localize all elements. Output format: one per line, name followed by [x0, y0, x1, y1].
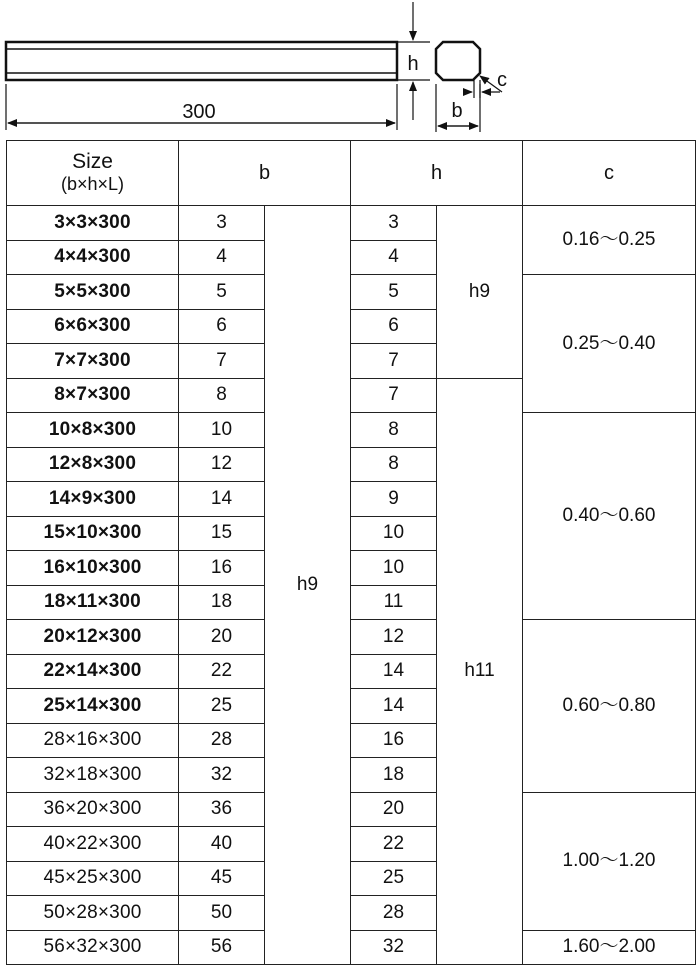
- h-value-cell: 32: [351, 930, 437, 965]
- header-c: c: [523, 141, 696, 206]
- b-value-cell: 36: [179, 792, 265, 827]
- size-cell: 45×25×300: [7, 861, 179, 896]
- b-value-cell: 8: [179, 378, 265, 413]
- size-cell: 28×16×300: [7, 723, 179, 758]
- h-value-cell: 25: [351, 861, 437, 896]
- bar-side-view: [6, 42, 397, 80]
- h-value-cell: 10: [351, 551, 437, 586]
- b-value-cell: 56: [179, 930, 265, 965]
- b-value-cell: 4: [179, 240, 265, 275]
- b-value-cell: 16: [179, 551, 265, 586]
- size-cell: 5×5×300: [7, 275, 179, 310]
- b-value-cell: 28: [179, 723, 265, 758]
- size-spec-table: [6, 140, 696, 965]
- size-cell: 6×6×300: [7, 309, 179, 344]
- size-cell: 56×32×300: [7, 930, 179, 965]
- size-cell: 15×10×300: [7, 516, 179, 551]
- h-value-cell: 6: [351, 309, 437, 344]
- b-dimension-label: b: [451, 100, 463, 122]
- c-range-cell: 0.40～0.60: [523, 413, 696, 620]
- h-value-cell: 22: [351, 827, 437, 862]
- size-cell: 25×14×300: [7, 689, 179, 724]
- h-value-cell: 12: [351, 620, 437, 655]
- h-value-cell: 14: [351, 654, 437, 689]
- h-value-cell: 8: [351, 413, 437, 448]
- size-cell: 10×8×300: [7, 413, 179, 448]
- h-value-cell: 7: [351, 344, 437, 379]
- b-value-cell: 5: [179, 275, 265, 310]
- size-cell: 36×20×300: [7, 792, 179, 827]
- size-cell: 40×22×300: [7, 827, 179, 862]
- size-cell: 3×3×300: [7, 206, 179, 241]
- table-row: [7, 620, 696, 655]
- c-range-cell: 1.00～1.20: [523, 792, 696, 930]
- size-cell: 7×7×300: [7, 344, 179, 379]
- size-cell: 8×7×300: [7, 378, 179, 413]
- b-value-cell: 10: [179, 413, 265, 448]
- b-value-cell: 50: [179, 896, 265, 931]
- b-value-cell: 25: [179, 689, 265, 724]
- h-value-cell: 20: [351, 792, 437, 827]
- h-value-cell: 10: [351, 516, 437, 551]
- size-cell: 4×4×300: [7, 240, 179, 275]
- b-value-cell: 32: [179, 758, 265, 793]
- b-tolerance-cell: h9: [265, 206, 351, 965]
- table-row: [7, 792, 696, 827]
- h-value-cell: 4: [351, 240, 437, 275]
- b-value-cell: 12: [179, 447, 265, 482]
- h-value-cell: 14: [351, 689, 437, 724]
- b-value-cell: 6: [179, 309, 265, 344]
- table-row: [7, 413, 696, 448]
- b-value-cell: 20: [179, 620, 265, 655]
- h-value-cell: 28: [351, 896, 437, 931]
- key-stock-drawing: [0, 0, 700, 140]
- header-size: [7, 141, 179, 206]
- b-value-cell: 7: [179, 344, 265, 379]
- table-row: [7, 206, 696, 241]
- size-cell: 16×10×300: [7, 551, 179, 586]
- h-dimension-label: h: [407, 53, 419, 75]
- b-value-cell: 15: [179, 516, 265, 551]
- table-row: [7, 930, 696, 965]
- c-range-cell: 1.60～2.00: [523, 930, 696, 965]
- h-value-cell: 7: [351, 378, 437, 413]
- h-value-cell: 8: [351, 447, 437, 482]
- header-h: h: [351, 141, 523, 206]
- size-cell: 18×11×300: [7, 585, 179, 620]
- h-tolerance-cell: h11: [437, 378, 523, 965]
- length-label: 300: [182, 101, 216, 123]
- h-value-cell: 9: [351, 482, 437, 517]
- header-b: b: [179, 141, 351, 206]
- table-row: [7, 275, 696, 310]
- table-header-row: [7, 141, 696, 206]
- size-cell: 14×9×300: [7, 482, 179, 517]
- length-dimension: [8, 101, 395, 123]
- c-range-cell: 0.16～0.25: [523, 206, 696, 275]
- size-cell: 20×12×300: [7, 620, 179, 655]
- h-tolerance-cell: h9: [437, 206, 523, 379]
- size-cell: 22×14×300: [7, 654, 179, 689]
- h-value-cell: 16: [351, 723, 437, 758]
- header-size-subtitle: (b×h×L): [60, 174, 125, 194]
- c-range-cell: 0.25～0.40: [523, 275, 696, 413]
- h-value-cell: 18: [351, 758, 437, 793]
- b-value-cell: 22: [179, 654, 265, 689]
- b-value-cell: 14: [179, 482, 265, 517]
- b-value-cell: 3: [179, 206, 265, 241]
- c-dimension-label: c: [497, 69, 507, 91]
- size-cell: 32×18×300: [7, 758, 179, 793]
- c-range-cell: 0.60～0.80: [523, 620, 696, 793]
- size-cell: 12×8×300: [7, 447, 179, 482]
- b-value-cell: 45: [179, 861, 265, 896]
- size-cell: 50×28×300: [7, 896, 179, 931]
- h-value-cell: 3: [351, 206, 437, 241]
- b-value-cell: 40: [179, 827, 265, 862]
- h-value-cell: 5: [351, 275, 437, 310]
- header-size-title: Size: [72, 150, 113, 173]
- h-value-cell: 11: [351, 585, 437, 620]
- b-value-cell: 18: [179, 585, 265, 620]
- cross-section: [436, 42, 480, 80]
